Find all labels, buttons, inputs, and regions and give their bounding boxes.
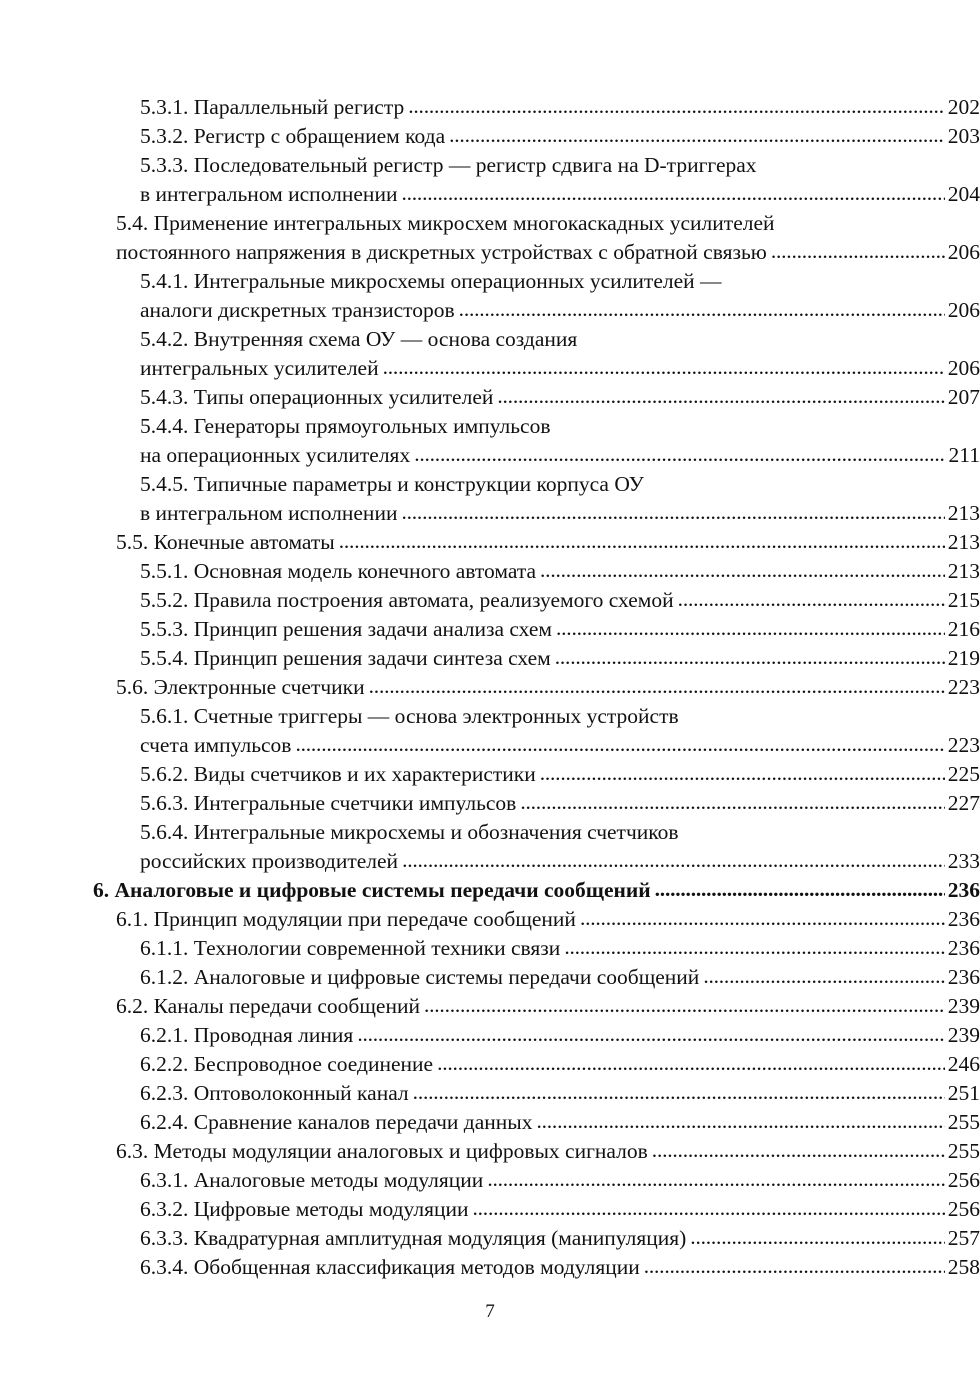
toc-entry-title-line: 5.4.2. Внутренняя схема ОУ — основа создания <box>140 327 578 351</box>
toc-page-number: 216 <box>947 617 980 641</box>
toc-entry-title-line: 5.6.4. Интегральные микросхемы и обозначения счетчиков <box>140 820 679 844</box>
toc-entry <box>0 93 980 122</box>
toc-entry-title-line: 5.3.2. Регистр с обращением кода <box>140 124 446 148</box>
toc-entry <box>0 1137 980 1166</box>
dot-leader <box>655 875 945 904</box>
toc-page-number: 223 <box>947 675 980 699</box>
toc-entry <box>0 934 980 963</box>
dot-leader <box>690 1223 944 1252</box>
toc-page-number: 215 <box>947 588 980 612</box>
toc-page-number: 256 <box>947 1168 980 1192</box>
dot-leader <box>678 585 945 614</box>
toc-page-number: 255 <box>947 1110 980 1134</box>
toc-entry-title-line: 5.6.3. Интегральные счетчики импульсов <box>140 791 517 815</box>
toc-entry <box>0 122 980 151</box>
toc-entry <box>0 1050 980 1079</box>
dot-leader <box>473 1194 945 1223</box>
toc-entry-title-line: 6.3.3. Квадратурная амплитудная модуляция (манипуляция) <box>140 1226 687 1250</box>
dot-leader <box>497 382 944 411</box>
toc-page-number: 239 <box>947 994 980 1018</box>
toc-entry-line <box>140 847 980 876</box>
toc-entry <box>0 963 980 992</box>
toc-entry-title-line: 6.3.1. Аналоговые методы модуляции <box>140 1168 484 1192</box>
toc-entry <box>0 789 980 818</box>
dot-leader <box>408 92 945 121</box>
toc-entry <box>0 673 980 702</box>
toc-entry-line <box>140 1050 980 1079</box>
toc-entry <box>0 992 980 1021</box>
toc-entry-title-line: 6.1.2. Аналоговые и цифровые системы передачи сообщений <box>140 965 700 989</box>
toc-page-number: 257 <box>947 1226 980 1250</box>
dot-leader <box>580 904 945 933</box>
toc-page-number: 211 <box>948 443 980 467</box>
toc-entry-line <box>140 1021 980 1050</box>
toc-entry <box>0 586 980 615</box>
toc-entry-line <box>140 441 980 470</box>
toc-entry-line <box>116 528 980 557</box>
toc-page-number: 203 <box>947 124 980 148</box>
toc-entry-line <box>140 1166 980 1195</box>
toc-entry <box>0 209 980 267</box>
toc-entry-title-line: 6.1.1. Технологии современной техники связи <box>140 936 561 960</box>
dot-leader <box>771 237 945 266</box>
toc-page-number: 206 <box>947 298 980 322</box>
toc-page-number: 227 <box>947 791 980 815</box>
toc-entry <box>0 876 980 905</box>
toc-entry-title-line: 6.3.4. Обобщенная классификация методов модуляции <box>140 1255 640 1279</box>
toc-entry-line <box>140 963 980 992</box>
toc-entry-title-line: 6.2.4. Сравнение каналов передачи данных <box>140 1110 533 1134</box>
dot-leader <box>357 1020 944 1049</box>
toc-entry <box>0 1079 980 1108</box>
toc-entry-line <box>140 731 980 760</box>
toc-entry <box>0 412 980 470</box>
toc-entry-line <box>116 673 980 702</box>
toc-entry-title-line: аналоги дискретных транзисторов <box>140 298 455 322</box>
toc-page-number: 219 <box>947 646 980 670</box>
dot-leader <box>339 527 945 556</box>
toc-entry <box>0 615 980 644</box>
toc-entry-title-line: 5.6.1. Счетные триггеры — основа электронных устройств <box>140 704 679 728</box>
toc-entry <box>0 1166 980 1195</box>
dot-leader <box>401 179 944 208</box>
toc-entry-title-line: 6. Аналоговые и цифровые системы передачи сообщений <box>93 878 651 902</box>
toc-page-number: 236 <box>947 965 980 989</box>
toc-entry-line <box>140 1108 980 1137</box>
dot-leader <box>540 759 945 788</box>
toc-entry-line <box>116 992 980 1021</box>
toc-entry-title-line: в интегральном исполнении <box>140 501 398 525</box>
toc-entry-line <box>140 586 980 615</box>
toc-page-number: 236 <box>947 907 980 931</box>
dot-leader <box>536 1107 944 1136</box>
dot-leader <box>383 353 945 382</box>
page-number: 7 <box>485 1301 495 1322</box>
toc-page-number: 251 <box>947 1081 980 1105</box>
toc-entry-line <box>140 789 980 818</box>
toc-entry-line <box>140 1253 980 1282</box>
toc-entry-title-line: 5.4.3. Типы операционных усилителей <box>140 385 494 409</box>
toc-entry <box>0 470 980 528</box>
toc-entry-line <box>116 905 980 934</box>
dot-leader <box>295 730 944 759</box>
dot-leader <box>414 440 945 469</box>
toc-entry-line <box>140 93 980 122</box>
toc-entry <box>0 1195 980 1224</box>
toc-page-number: 213 <box>947 559 980 583</box>
toc-page-number: 204 <box>947 182 980 206</box>
dot-leader <box>652 1136 945 1165</box>
toc-entry <box>0 1108 980 1137</box>
dot-leader <box>703 962 944 991</box>
toc-entry-title-line: 6.2.3. Оптоволоконный канал <box>140 1081 409 1105</box>
toc-entry <box>0 267 980 325</box>
toc-entry-line <box>140 1195 980 1224</box>
toc-page-number: 225 <box>947 762 980 786</box>
toc-entry-title-line: счета импульсов <box>140 733 292 757</box>
toc-entry-title-line: 5.3.1. Параллельный регистр <box>140 95 405 119</box>
toc-entry <box>0 702 980 760</box>
toc-entry-title-line: в интегральном исполнении <box>140 182 398 206</box>
toc-entry-line <box>140 1079 980 1108</box>
toc-page-number: 239 <box>947 1023 980 1047</box>
toc-entry <box>0 325 980 383</box>
toc-entry-title-line: 5.5.3. Принцип решения задачи анализа схем <box>140 617 552 641</box>
dot-leader <box>540 556 945 585</box>
dot-leader <box>449 121 945 150</box>
toc-page-number: 223 <box>947 733 980 757</box>
toc-entry-line <box>140 122 980 151</box>
toc-entry-title-line: 5.4. Применение интегральных микросхем многокаскадных усилителей <box>116 211 775 235</box>
toc-page-number: 202 <box>947 95 980 119</box>
toc-page-number: 236 <box>947 878 980 902</box>
dot-leader <box>520 788 944 817</box>
toc-entry-line <box>140 557 980 586</box>
toc-entry-line <box>116 1137 980 1166</box>
toc-entry <box>0 383 980 412</box>
dot-leader <box>487 1165 944 1194</box>
toc-entry-title-line: 6.3.2. Цифровые методы модуляции <box>140 1197 469 1221</box>
toc-entry-line <box>140 383 980 412</box>
toc-page-number: 207 <box>947 385 980 409</box>
dot-leader <box>644 1252 945 1281</box>
toc-entry <box>0 644 980 673</box>
dot-leader <box>564 933 944 962</box>
table-of-contents <box>0 93 980 1282</box>
dot-leader <box>402 846 945 875</box>
toc-page-number: 258 <box>947 1255 980 1279</box>
dot-leader <box>401 498 944 527</box>
toc-entry-title-line: 5.4.5. Типичные параметры и конструкции корпуса ОУ <box>140 472 644 496</box>
toc-entry-title-line: 6.3. Методы модуляции аналоговых и цифровых сигналов <box>116 1139 648 1163</box>
toc-entry <box>0 905 980 934</box>
toc-entry-title-line: российских производителей <box>140 849 399 873</box>
toc-entry-line <box>140 1224 980 1253</box>
toc-entry <box>0 528 980 557</box>
toc-entry-title-line: 5.6. Электронные счетчики <box>116 675 365 699</box>
toc-entry-title-line: 5.4.1. Интегральные микросхемы операционных усилителей — <box>140 269 722 293</box>
toc-entry-title-line: 5.5. Конечные автоматы <box>116 530 335 554</box>
toc-entry <box>0 557 980 586</box>
toc-entry-line <box>140 296 980 325</box>
toc-entry-title-line: 5.5.1. Основная модель конечного автомата <box>140 559 537 583</box>
toc-entry <box>0 1253 980 1282</box>
toc-entry-line <box>116 238 980 267</box>
toc-entry-title-line: 5.4.4. Генераторы прямоугольных импульсов <box>140 414 551 438</box>
dot-leader <box>424 991 945 1020</box>
toc-entry-title-line: 5.6.2. Виды счетчиков и их характеристики <box>140 762 536 786</box>
toc-page-number: 255 <box>947 1139 980 1163</box>
toc-entry-title-line: 5.3.3. Последовательный регистр — регистр сдвига на D-триггерах <box>140 153 757 177</box>
toc-entry-title-line: 5.5.4. Принцип решения задачи синтеза схем <box>140 646 551 670</box>
toc-entry <box>0 760 980 789</box>
toc-entry <box>0 151 980 209</box>
toc-page-number: 213 <box>947 501 980 525</box>
toc-entry-title-line: 6.1. Принцип модуляции при передаче сообщений <box>116 907 576 931</box>
toc-page-number: 213 <box>947 530 980 554</box>
dot-leader <box>437 1049 945 1078</box>
toc-entry-title-line: на операционных усилителях <box>140 443 411 467</box>
dot-leader <box>369 672 945 701</box>
toc-entry-title-line: 5.5.2. Правила построения автомата, реализуемого схемой <box>140 588 674 612</box>
dot-leader <box>555 643 945 672</box>
toc-entry-title-line: 6.2. Каналы передачи сообщений <box>116 994 420 1018</box>
toc-page-number: 236 <box>947 936 980 960</box>
toc-entry-line <box>140 499 980 528</box>
toc-entry <box>0 1021 980 1050</box>
toc-page-number: 246 <box>947 1052 980 1076</box>
toc-entry-line <box>140 934 980 963</box>
toc-page-number: 206 <box>947 240 980 264</box>
dot-leader <box>556 614 945 643</box>
toc-entry <box>0 818 980 876</box>
dot-leader <box>459 295 945 324</box>
dot-leader <box>413 1078 945 1107</box>
toc-entry-title-line: интегральных усилителей <box>140 356 379 380</box>
toc-page-number: 206 <box>947 356 980 380</box>
toc-entry-line <box>140 615 980 644</box>
toc-entry-title-line: 6.2.1. Проводная линия <box>140 1023 354 1047</box>
toc-entry <box>0 1224 980 1253</box>
toc-entry-line <box>93 876 980 905</box>
toc-entry-title-line: 6.2.2. Беспроводное соединение <box>140 1052 434 1076</box>
toc-entry-line <box>140 644 980 673</box>
toc-page-number: 256 <box>947 1197 980 1221</box>
toc-page-number: 233 <box>947 849 980 873</box>
toc-entry-line <box>140 180 980 209</box>
toc-entry-line <box>140 760 980 789</box>
toc-entry-line <box>140 354 980 383</box>
toc-entry-title-line: постоянного напряжения в дискретных устройствах с обратной связью <box>116 240 767 264</box>
